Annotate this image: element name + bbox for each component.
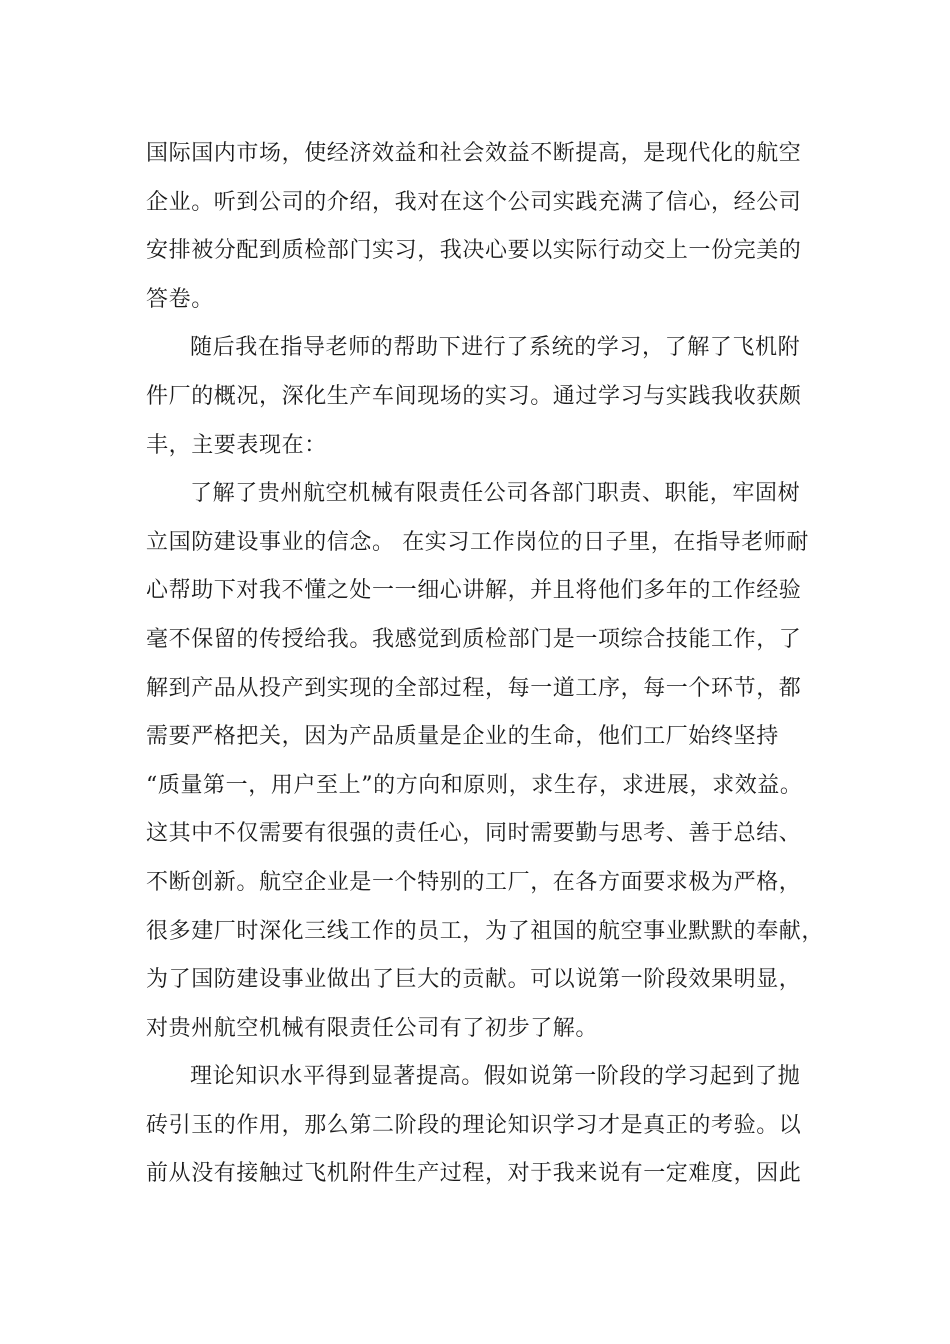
- paragraph-start-line: 了解了贵州航空机械有限责任公司各部门职责、职能，牢固树: [190, 481, 801, 507]
- paragraph-start-line: 随后我在指导老师的帮助下进行了系统的学习，了解了飞机附: [190, 335, 801, 361]
- text-line: 这其中不仅需要有很强的责任心，同时需要勤与思考、善于总结、: [146, 821, 802, 847]
- text-line: 心帮助下对我不懂之处一一细心讲解，并且将他们多年的工作经验: [146, 578, 802, 604]
- text-line: 安排被分配到质检部门实习，我决心要以实际行动交上一份完美的: [146, 238, 802, 264]
- paragraph-start-line: 理论知识水平得到显著提高。假如说第一阶段的学习起到了抛: [190, 1064, 801, 1090]
- text-line: 件厂的概况，深化生产车间现场的实习。通过学习与实践我收获颇: [146, 383, 802, 409]
- text-line: 丰，主要表现在：: [146, 432, 327, 458]
- text-line: 国际国内市场，使经济效益和社会效益不断提高，是现代化的航空: [146, 141, 802, 166]
- body-text: [146, 130, 825, 1199]
- text-line: 为了国防建设事业做出了巨大的贡献。可以说第一阶段效果明显，: [146, 967, 802, 993]
- text-line: 对贵州航空机械有限责任公司有了初步了解。: [146, 1015, 599, 1041]
- text-line: 立国防建设事业的信念。 在实习工作岗位的日子里，在指导老师耐: [146, 529, 809, 555]
- text-line: 解到产品从投产到实现的全部过程，每一道工序，每一个环节，都: [146, 675, 802, 701]
- text-line: 不断创新。航空企业是一个特别的工厂，在各方面要求极为严格，: [146, 869, 802, 895]
- text-line: 砖引玉的作用，那么第二阶段的理论知识学习才是真正的考验。以: [146, 1112, 802, 1138]
- text-line: 企业。听到公司的介绍，我对在这个公司实践充满了信心，经公司: [146, 189, 802, 215]
- text-line: 毫不保留的传授给我。我感觉到质检部门是一项综合技能工作，了: [146, 626, 802, 652]
- text-line: 前从没有接触过飞机附件生产过程，对于我来说有一定难度，因此: [146, 1161, 802, 1187]
- text-line: 需要严格把关，因为产品质量是企业的生命，他们工厂始终坚持: [146, 724, 779, 750]
- text-line: 很多建厂时深化三线工作的员工，为了祖国的航空事业默默的奉献，: [146, 918, 825, 944]
- text-line: 答卷。: [146, 286, 214, 312]
- text-line: “质量第一，用户至上”的方向和原则，求生存，求进展，求效益。: [146, 772, 803, 798]
